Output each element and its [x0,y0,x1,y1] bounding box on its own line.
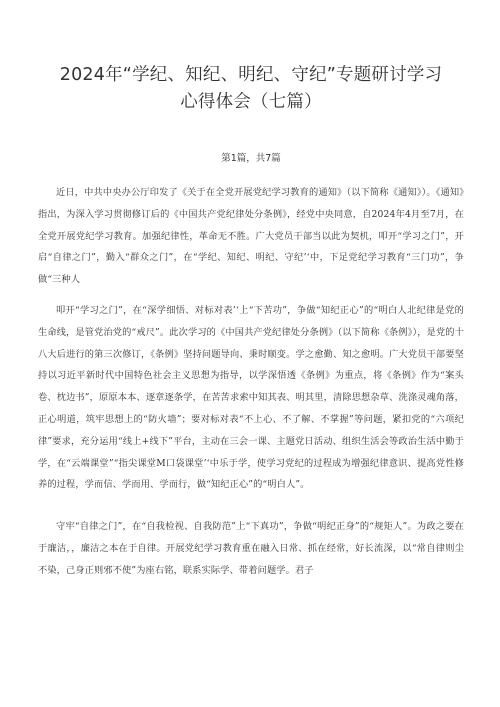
paragraph-1: 近日，中共中央办公厅印发了《关于在全党开展党纪学习教育的通知》（以下简称《通知》）。《通知》指出，为深入学习贯彻修订后的《中国共产党纪律处分条例》，经党中央同意，自2024年4月至7月，在全党开展党纪学习教育。加强纪律性，革命无不胜。广大党员干部当以此为契机，叩开“学习之门”，开启“自律之门”，勤入“群众之门”，在“学纪、知纪、明纪、守纪’‘中，下足党纪学习教育“三门功”，争做“三种人 [38,187,464,286]
title-line-1: 2024年“学纪、知纪、明纪、守纪”专题研讨学习 [59,65,443,85]
page-info: 第1篇，共7篇 [221,153,281,164]
document-title [38,62,464,116]
document-body [38,182,464,582]
paragraph-2: 叩开“学习之门”，在“深学细悟、对标对表’‘上“下苦功”，争做“知纪正心”的“明白人北纪律是党的生命线，是管党治党的“戒尺”。此次学习的《中国共产党纪律处分条例》（以下简称《条例》），是党的十八大后进行的第三次修订，《条例》坚持问题导向、秉时顺变。学之愈勤、知之愈明。广大党员干部要坚持以习近平新时代中国特色社会主义思想为指导，以学深悟透《条例》为重点，将《条例》作为“案头卷、枕边书”，原原本本、逐章逐条学，在苦苦求索中知其表、明其里，清除思想杂草、洗涤灵魂角落，正心明道，筑牢思想上的“防火墙”；要对标对表“不上心、不了解、不掌握”等问题，紧扣党的“六项纪律”要求，充分运用“线上+线下”平台，主动在三会一课、主题党日活动、组织生活会等政治生活中勤于学，在“云端课堂”“指尖课堂M口袋课堂’‘中乐于学，使学习党纪的过程成为增强纪律意识、提高党性修养的过程，学而信、学而用、学而行，做“知纪正心”的“明白人”。 [38,304,464,491]
title-line-2: 心得体会（七篇） [180,92,322,112]
paragraph-3: 守牢“自律之门”，在“自我检视、自我防范”上“下真功”，争做“明纪正身”的“规矩人”。为政之要在于廉洁，，廉洁之本在于自律。开展党纪学习教育重在融入日常、抓在经常，好长流深，以“常自律则尘不染，己身正则邪不使”为座右铭，联系实际学、带着问题学。君子 [38,521,464,576]
